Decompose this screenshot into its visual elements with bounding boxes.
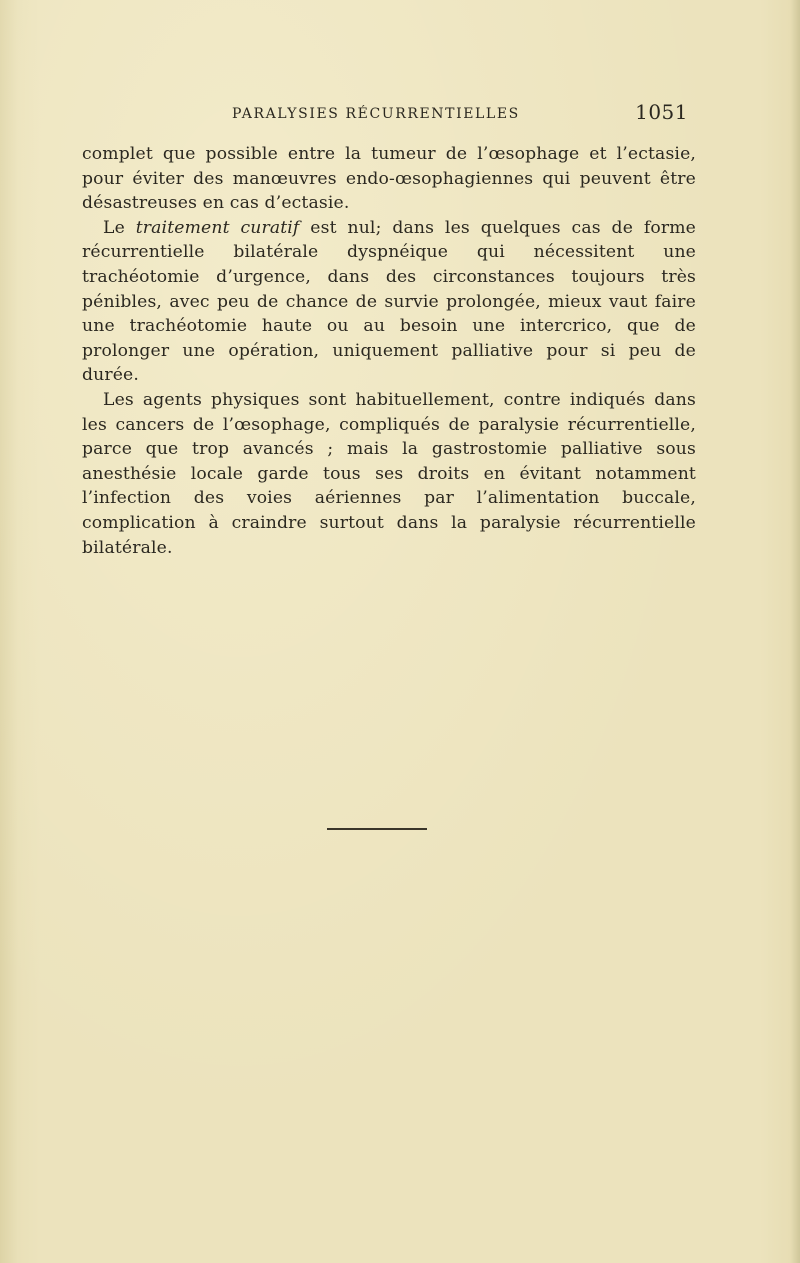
end-rule	[327, 828, 427, 830]
paragraph-3: Les agents physiques sont habituellement, contre indiqués dans les cancers de l’œsophage, compliqués de paralysie récurrentielle, parce que trop avancés ; mais la gastrostomie palliative sous anesthésie locale garde tous ses droits en évitant notamment l’infection des voies aériennes par l’alimentation buccale, complication à craindre surtout dans la paralysie récurrentielle bilatérale.	[82, 389, 696, 558]
page-number: 1051	[635, 100, 688, 124]
paragraph-2	[82, 216, 696, 388]
paragraph-1: complet que possible entre la tumeur de l’œsophage et l’ectasie, pour éviter des manœuvres endo-œsophagiennes qui peuvent être désastreuses en cas d’ectasie.	[82, 144, 696, 214]
running-title: PARALYSIES RÉCURRENTIELLES	[232, 106, 520, 122]
paragraph-2-rest: est nul; dans les quelques cas de forme récurrentielle bilatérale dyspnéique qui nécessitent une trachéotomie d’urgence, dans des circonstances toujours très pénibles, avec peu de chance de survie prolongée, mieux vaut faire une trachéotomie haute ou au besoin une intercrico, que de prolonger une opération, uniquement palliative pour si peu de durée.	[82, 217, 697, 386]
paragraph-2-lead: Le	[103, 217, 136, 238]
body-text	[82, 142, 696, 560]
running-head	[82, 100, 688, 130]
paragraph-2-italic: traitement curatif	[135, 217, 300, 238]
